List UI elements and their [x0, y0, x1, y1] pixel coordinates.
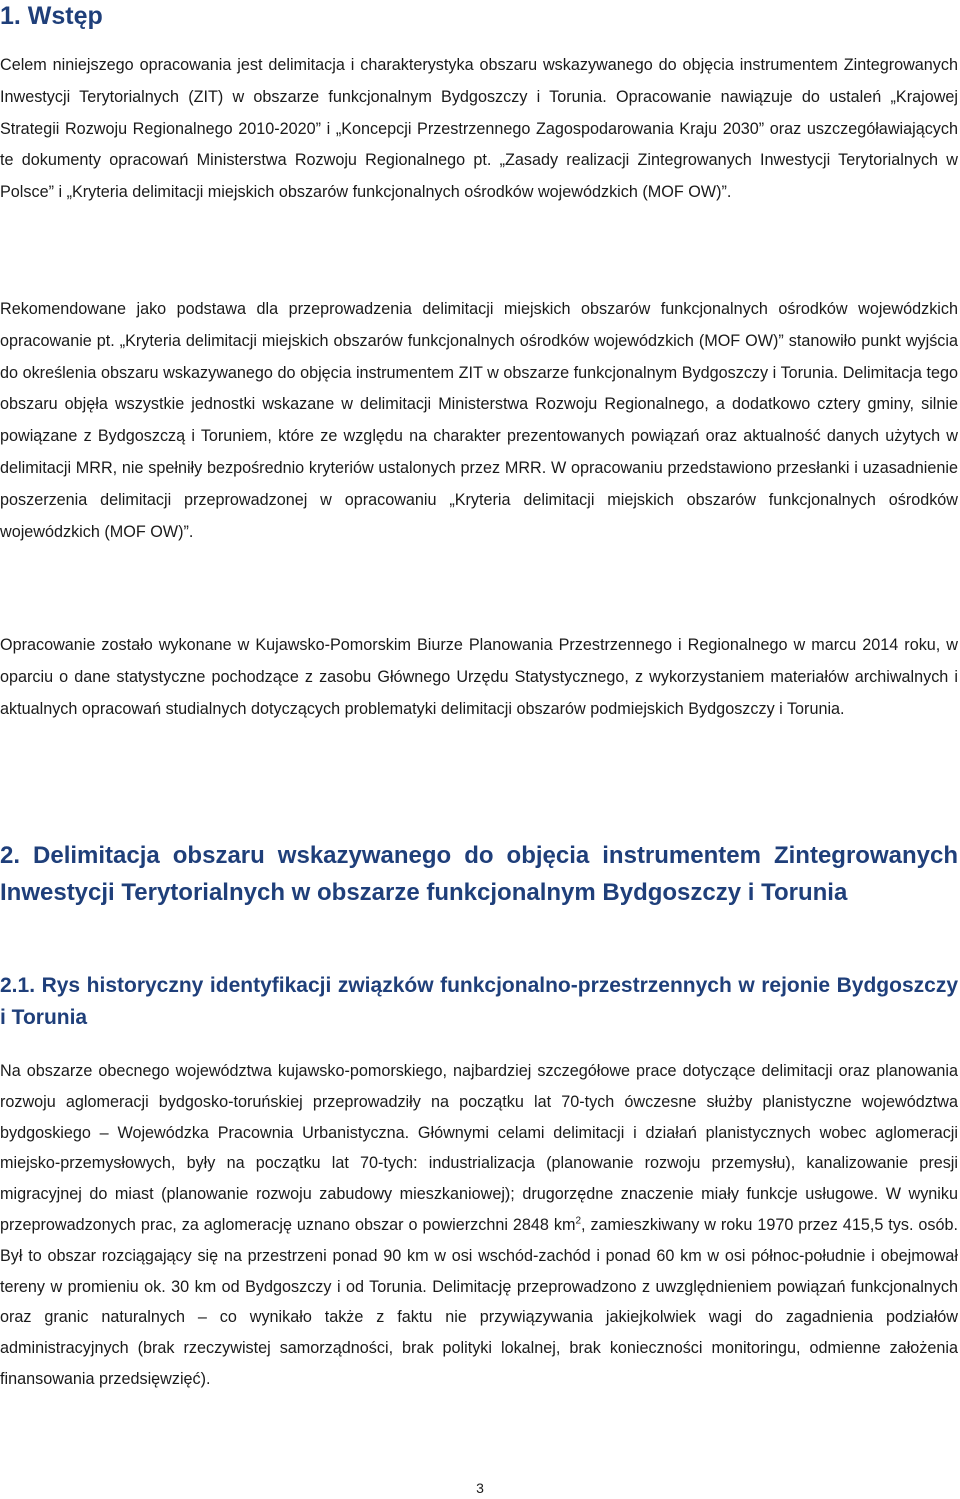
history-paragraph-text-a: Na obszarze obecnego województwa kujawsko-pomorskiego, najbardziej szczegółowe prace dotyczące delimitacji oraz planowania rozwoju aglomeracji bydgosko-toruńskiej przeprowadziły na początku lat 70-tych ówczesne służby planistyczne województwa bydgoskiego – Wojewódzka Pracownia Urbanistyczna. Głównymi celami delimitacji i działań planistycznych wobec aglomeracji miejsko-przemysłowych, były na początku lat 70-tych: industrializacja (planowanie rozwoju przemysłu), kanalizowanie presji migracyjnej do miast (planowanie rozwoju zabudowy mieszkaniowej); drugorzędne znaczenie miały funkcje usługowe. W wyniku przeprowadzonych prac, za aglomerację uznano obszar o powierzchni 2848 km — [0, 1062, 958, 1234]
section-2-heading: 2. Delimitacja obszaru wskazywanego do objęcia instrumentem Zintegrowanych Inwestycji Terytorialnych w obszarze funkcjonalnym Bydgoszczy i Torunia — [0, 842, 958, 906]
history-paragraph-text-b: , zamieszkiwany w roku 1970 przez 415,5 tys. osób. Był to obszar rozciągający się na przestrzeni ponad 90 km w osi wschód-zachód i ponad 60 km w osi północ-południe i obejmował tereny w promieniu ok. 30 km od Bydgoszczy i od Torunia. Delimitację przeprowadzono z uwzględnieniem powiązań funkcjonalnych oraz granic naturalnych – co wynikało także z faktu nie przywiązywania jakiejkolwiek wagi do zagadnienia podziałów administracyjnych (brak rzeczywistej samorządności, brak polityki lokalnej, brak konieczności monitoringu, odmienne założenia finansowania przedsięwzięć). — [0, 1215, 958, 1388]
intro-paragraph-3: Opracowanie zostało wykonane w Kujawsko-Pomorskim Biurze Planowania Przestrzennego i Regionalnego w marcu 2014 roku, w oparciu o dane statystyczne pochodzące z zasobu Głównego Urzędu Statystycznego, z wykorzystaniem materiałów archiwalnych i aktualnych opracowań studialnych dotyczących problematyki delimitacji obszarów podmiejskich Bydgoszczy i Torunia. — [0, 636, 958, 718]
intro-paragraph-1: Celem niniejszego opracowania jest delimitacja i charakterystyka obszaru wskazywanego do objęcia instrumentem Zintegrowanych Inwestycji Terytorialnych (ZIT) w obszarze funkcjonalnym Bydgoszczy i Torunia. Opracowanie nawiązuje do ustaleń „Krajowej Strategii Rozwoju Regionalnego 2010-2020” i „Koncepcji Przestrzennego Zagospodarowania Kraju 2030” oraz uszczegóławiających te dokumenty opracowań Ministerstwa Rozwoju Regionalnego pt. „Zasady realizacji Zintegrowanych Inwestycji Terytorialnych w Polsce” i „Kryteria delimitacji miejskich obszarów funkcjonalnych ośrodków wojewódzkich (MOF OW)”. — [0, 56, 958, 202]
intro-paragraph-2: Rekomendowane jako podstawa dla przeprowadzenia delimitacji miejskich obszarów funkcjonalnych ośrodków wojewódzkich opracowanie pt. „Kryteria delimitacji miejskich obszarów funkcjonalnych ośrodków wojewódzkich (MOF OW)” stanowiło punkt wyjścia do określenia obszaru wskazywanego do objęcia instrumentem ZIT w obszarze funkcjonalnym Bydgoszczy i Torunia. Delimitacja tego obszaru objęła wszystkie jednostki wskazane w delimitacji Ministerstwa Rozwoju Regionalnego, a dodatkowo cztery gminy, silnie powiązane z Bydgoszczą i Toruniem, które ze względu na charakter prezentowanych powiązań oraz aktualność danych użytych w delimitacji MRR, nie spełniły bezpośrednio kryteriów ustalonych przez MRR. W opracowaniu przedstawiono przesłanki i uzasadnienie poszerzenia delimitacji przeprowadzonej w opracowaniu „Kryteria delimitacji miejskich obszarów funkcjonalnych ośrodków wojewódzkich (MOF OW)”. — [0, 300, 958, 541]
section-1-heading: 1. Wstęp — [0, 2, 103, 30]
km-superscript: 2 — [575, 1215, 581, 1227]
history-paragraph — [0, 1056, 958, 1395]
section-2-1-heading: 2.1. Rys historyczny identyfikacji związków funkcjonalno-przestrzennych w rejonie Bydgoszczy i Torunia — [0, 974, 958, 1029]
page-number: 3 — [476, 1480, 484, 1496]
